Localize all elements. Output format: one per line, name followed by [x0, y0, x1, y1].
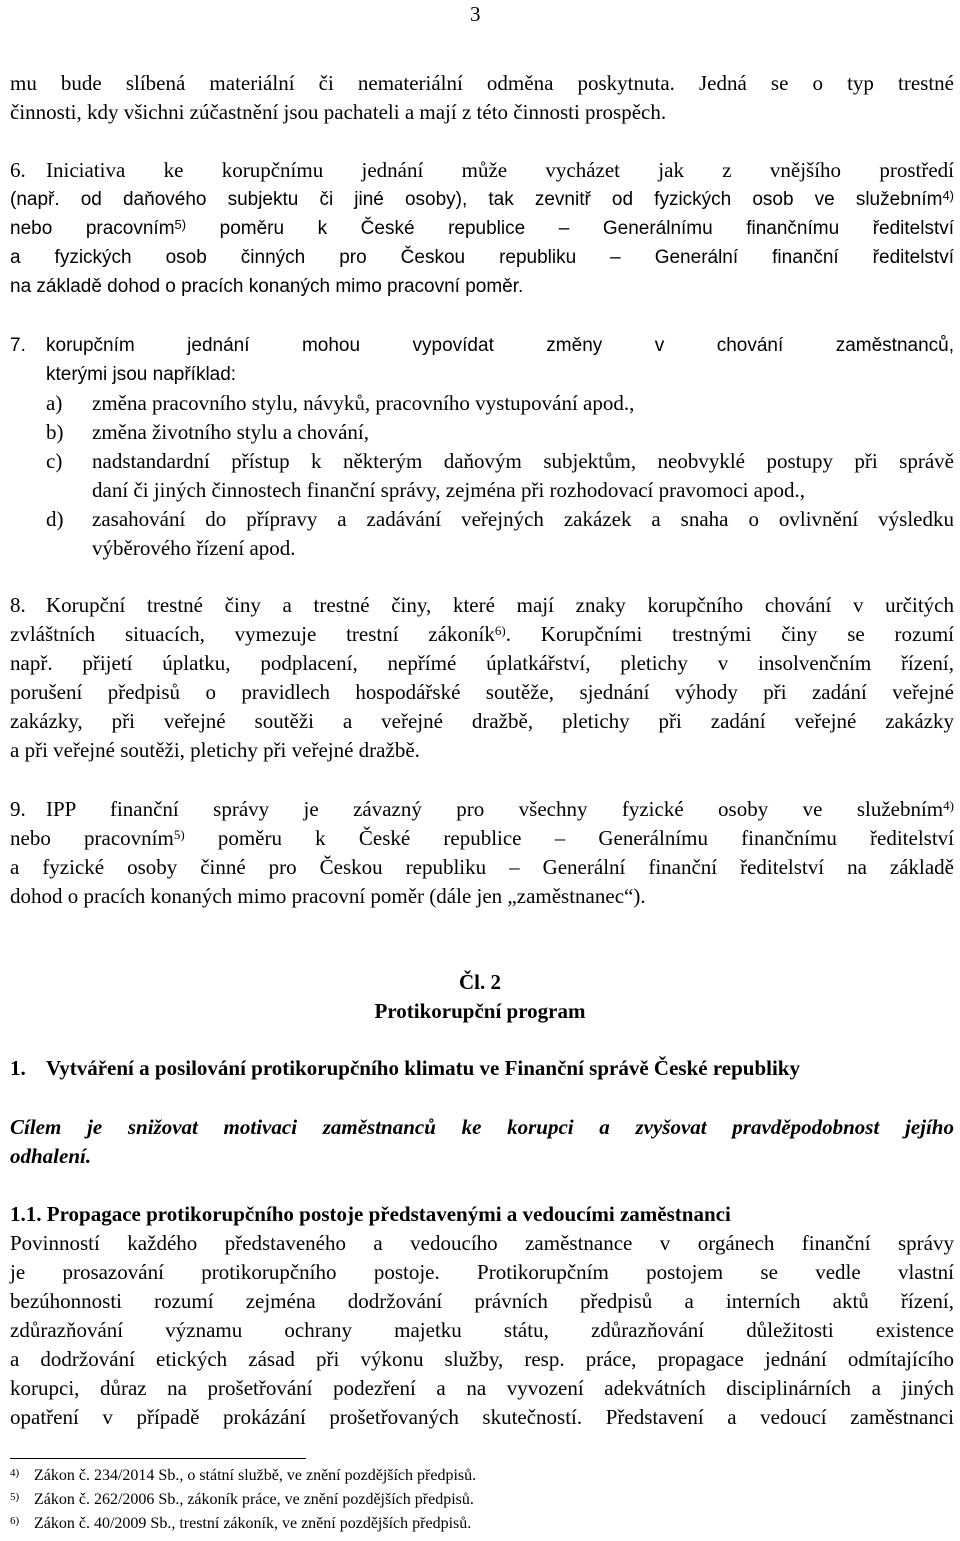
footnote-5: 5) Zákon č. 262/2006 Sb., zákoník práce, ve znění pozdějších předpisů. [10, 1491, 474, 1508]
footnote-ref-4: 4) [942, 188, 954, 203]
footnote-6: 6) Zákon č. 40/2009 Sb., trestní zákoník, ve znění pozdějších předpisů. [10, 1515, 472, 1532]
item-9-line-1: IPP finanční správy je závazný pro všechny fyzické osoby ve služebním [46, 797, 944, 821]
article-title: Protikorupční program [374, 999, 586, 1023]
item-8-line-1: Korupční trestné činy a trestné činy, které mají znaky korupčního chování v určitých [46, 593, 954, 617]
item-9-line-4: dohod o pracích konaných mimo pracovní poměr (dále jen „zaměstnanec“). [10, 884, 646, 908]
list-item-b: b) změna životního stylu a chování, [46, 420, 370, 444]
subsection-title: 1.1. Propagace protikorupčního postoje představenými a vedoucími zaměstnanci [10, 1202, 731, 1226]
item-9-line-2b: poměru k České republice – Generálnímu finančnímu ředitelství [217, 826, 954, 850]
goal-line-1: Cílem je snižovat motivaci zaměstnanců ke korupci a zvyšovat pravděpodobnost jejího [10, 1115, 954, 1139]
item-7-line-2: kterými jsou například: [46, 364, 237, 385]
item-7-list [46, 389, 954, 563]
item-6-line-2: (např. od daňového subjektu či jiné osoby), tak zevnitř od fyzických osob ve služebním [10, 189, 943, 210]
item-8-line-5: zakázky, při veřejné soutěži a veřejné dražbě, pletichy při zadání veřejné zakázky [10, 709, 954, 733]
item-7 [10, 331, 954, 563]
item-6-line-4: a fyzických osob činných pro Českou republiku – Generální finanční ředitelství [10, 247, 954, 268]
item-8-line-2b: . Korupčními trestnými činy se rozumí [505, 622, 954, 646]
item-8-continuation [10, 620, 954, 765]
item-8-line-3: např. přijetí úplatku, podplacení, nepřímé úplatkářství, pletichy v insolvenčním řízení, [10, 651, 954, 675]
item-9-number: 9. [10, 797, 26, 821]
section-title: Vytváření a posilování protikorupčního klimatu ve Finanční správě České republiky [46, 1056, 800, 1080]
item-8 [10, 591, 954, 620]
item-7-line-1: korupčním jednání mohou vypovídat změny v chování zaměstnanců, [46, 335, 954, 356]
item-8-line-4: porušení předpisů o pravidlech hospodářské soutěže, sjednání výhody při zadání veřejné [10, 680, 954, 704]
item-9: 9. IPP finanční správy je závazný pro všechny fyzické osoby ve služebním$^{4)}$ [10, 795, 954, 824]
footnote-separator [10, 1458, 306, 1459]
item-6-number: 6. [10, 158, 26, 182]
item-8-number: 8. [10, 593, 26, 617]
item-6-continuation [10, 185, 954, 301]
item-7-number: 7. [10, 335, 26, 356]
item-6-line-5: na základě dohod o pracích konaných mimo pracovní poměr. [10, 276, 524, 297]
item-8-line-2a: zvláštních situacích, vymezuje trestní zákoník [10, 622, 495, 646]
item-9-continuation: nebo pracovním$^{5)}$ poměru k České republice – Generálnímu finančnímu ředitelství a fyzické osoby činné pro Českou republiku – Generální finanční ředitelství na základě dohod o pracích konaných mimo pracovní poměr (dále jen „zaměstnanec“). [10, 824, 954, 911]
list-item-c: c) nadstandardní přístup k některým daňovým subjektům, neobvyklé postupy při správě daní či jiných činnostech finanční správy, zejména při rozhodovací pravomoci apod., [46, 449, 954, 502]
item-9-line-3: a fyzické osoby činné pro Českou republiku – Generální finanční ředitelství na základě [10, 855, 954, 879]
footnote-ref-5: 5) [174, 217, 187, 232]
subsection-paragraph: Povinností každého představeného a vedoucího zaměstnance v orgánech finanční správy je prosazování protikorupčního postoje. Protikorupčním postojem se vedle vlastní bezúhonnosti rozumí zejména dodržování právních předpisů a interních aktů řízení, zdůrazňování významu ochrany majetku státu, zdůrazňování důležitosti existence a dodržování etických zásad při výkonu služby, resp. práce, propagace jednání odmítajícího korupci, důraz na prošetřování podezření a na vyvození adekvátních disciplinárních a jiných opatření v případě prokázání prošetřovaných skutečností. Představení a vedoucí zaměstnanci [10, 1231, 954, 1429]
item-6 [10, 156, 954, 185]
section-number: 1. [10, 1056, 26, 1080]
footnote-4: 4) Zákon č. 234/2014 Sb., o státní službě, ve znění pozdějších předpisů. [10, 1467, 477, 1484]
item-8-line-6: a při veřejné soutěži, pletichy při veřejné dražbě. [10, 738, 420, 762]
intro-paragraph [10, 69, 954, 127]
item-9-line-2a: nebo pracovním [10, 826, 174, 850]
intro-line-2: činnosti, kdy všichni zúčastnění jsou pachateli a mají z této činnosti prospěch. [10, 100, 667, 124]
list-item-a: a) změna pracovního stylu, návyků, pracovního vystupování apod., [46, 391, 635, 415]
footnotes [10, 1464, 476, 1536]
section-heading [10, 1054, 954, 1083]
footnote-ref-6: 6) [494, 623, 506, 638]
page-number: 3 [470, 2, 481, 26]
item-6-line-3b: poměru k České republice – Generálnímu finančnímu ředitelství [219, 218, 955, 239]
intro-line-1: mu bude slíbená materiální či nemateriální odměna poskytnuta. Jedná se o typ trestné [10, 71, 954, 95]
list-item-d: d) zasahování do přípravy a zadávání veřejných zakázek a snaha o ovlivnění výsledku výběrového řízení apod. [46, 507, 954, 560]
goal-line-2: odhalení. [10, 1144, 92, 1168]
item-6-line-1: Iniciativa ke korupčnímu jednání může vycházet jak z vnějšího prostředí [46, 158, 954, 182]
goal-statement [10, 1113, 954, 1171]
item-6-line-3a: nebo pracovním [10, 218, 175, 239]
article-number: Čl. 2 [459, 970, 501, 994]
